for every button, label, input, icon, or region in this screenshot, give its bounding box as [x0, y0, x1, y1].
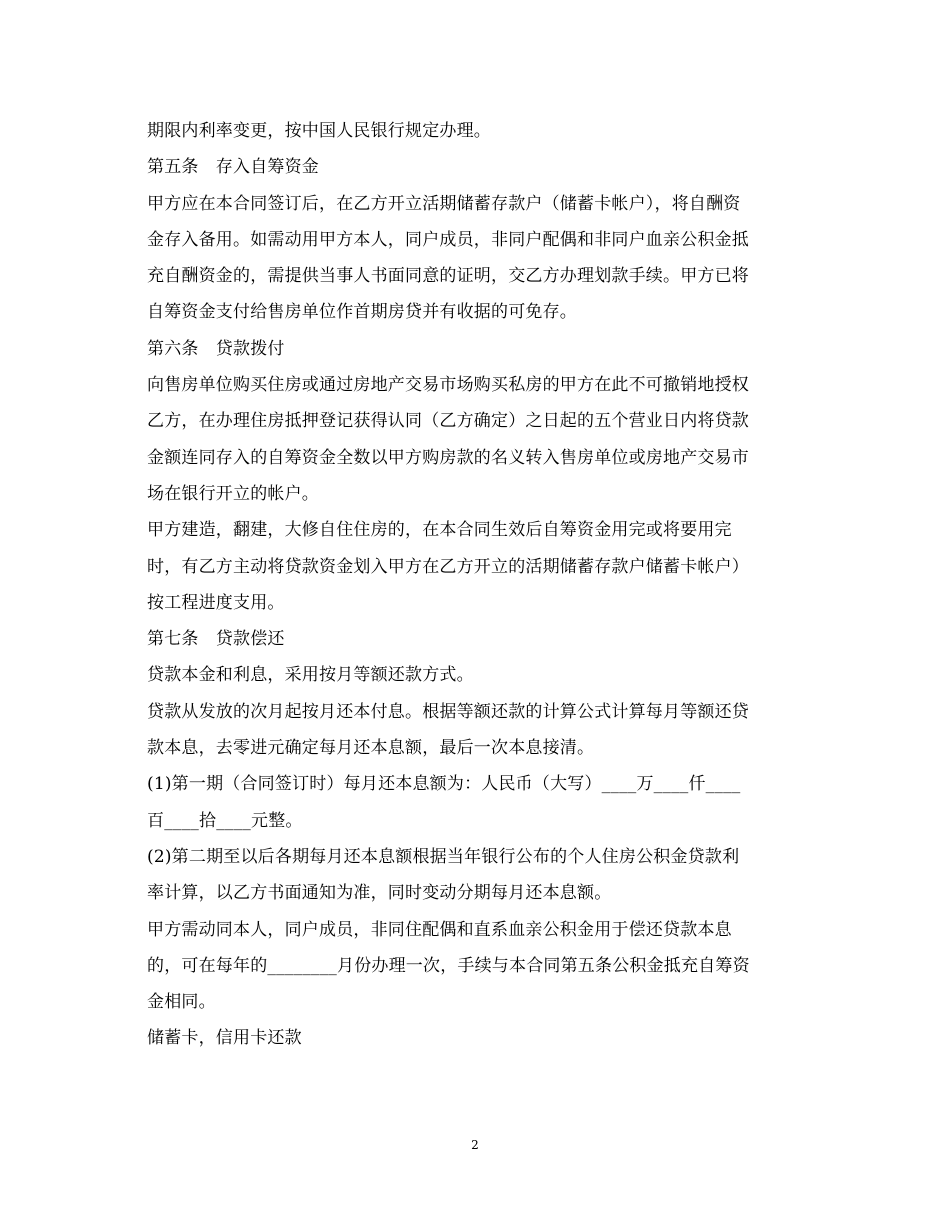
text-line: 乙方，在办理住房抵押登记获得认同（乙方确定）之日起的五个营业日内将贷款 [147, 411, 749, 432]
text-line: (1)第一期（合同签订时）每月还本息额为：人民币（大写）____万____仟____ [147, 774, 741, 795]
text-line: 按工程进度支用。 [147, 592, 285, 613]
text-line: 金额连同存入的自筹资金全数以甲方购房款的名义转入售房单位或房地产交易市 [147, 447, 749, 468]
text-line: 储蓄卡，信用卡还款 [147, 1028, 302, 1049]
text-line: 时，有乙方主动将贷款资金划入甲方在乙方开立的活期储蓄存款户储蓄卡帐户） [147, 556, 749, 577]
text-line: 自筹资金支付给售房单位作首期房贷并有收据的可免存。 [147, 302, 577, 323]
section-heading: 第五条 存入自筹资金 [147, 157, 319, 178]
text-line: 款本息，去零进元确定每月还本息额，最后一次本息接清。 [147, 738, 595, 759]
text-line: 甲方建造，翻建，大修自住住房的，在本合同生效后自筹资金用完或将要用完 [147, 520, 732, 541]
page-number: 2 [471, 1138, 479, 1152]
contract-body [147, 113, 807, 1057]
section-heading: 第七条 贷款偿还 [147, 629, 285, 650]
text-line: 充自酬资金的，需提供当事人书面同意的证明，交乙方办理划款手续。甲方已将 [147, 266, 749, 287]
section-heading: 第六条 贷款拨付 [147, 338, 285, 359]
text-line: 贷款本金和利息，采用按月等额还款方式。 [147, 665, 474, 686]
text-line: 向售房单位购买住房或通过房地产交易市场购买私房的甲方在此不可撤销地授权 [147, 375, 749, 396]
text-line: 百____拾____元整。 [147, 810, 303, 831]
text-line: 场在银行开立的帐户。 [147, 483, 319, 504]
text-line: (2)第二期至以后各期每月还本息额根据当年银行公布的个人住房公积金贷款利 [147, 846, 740, 867]
text-line: 率计算，以乙方书面通知为准，同时变动分期每月还本息额。 [147, 883, 612, 904]
text-line: 甲方应在本合同签订后，在乙方开立活期储蓄存款户（储蓄卡帐户），将自酬资 [147, 193, 741, 214]
text-line: 期限内利率变更，按中国人民银行规定办理。 [147, 121, 491, 141]
text-line: 金存入备用。如需动用甲方本人，同户成员，非同户配偶和非同户血亲公积金抵 [147, 229, 749, 250]
text-line: 金相同。 [147, 992, 216, 1013]
text-line: 甲方需动同本人，同户成员，非同住配偶和直系血亲公积金用于偿还贷款本息 [147, 919, 732, 940]
text-line: 贷款从发放的次月起按月还本付息。根据等额还款的计算公式计算每月等额还贷 [147, 701, 749, 722]
text-line: 的，可在每年的________月份办理一次，手续与本合同第五条公积金抵充自筹资 [147, 955, 750, 976]
